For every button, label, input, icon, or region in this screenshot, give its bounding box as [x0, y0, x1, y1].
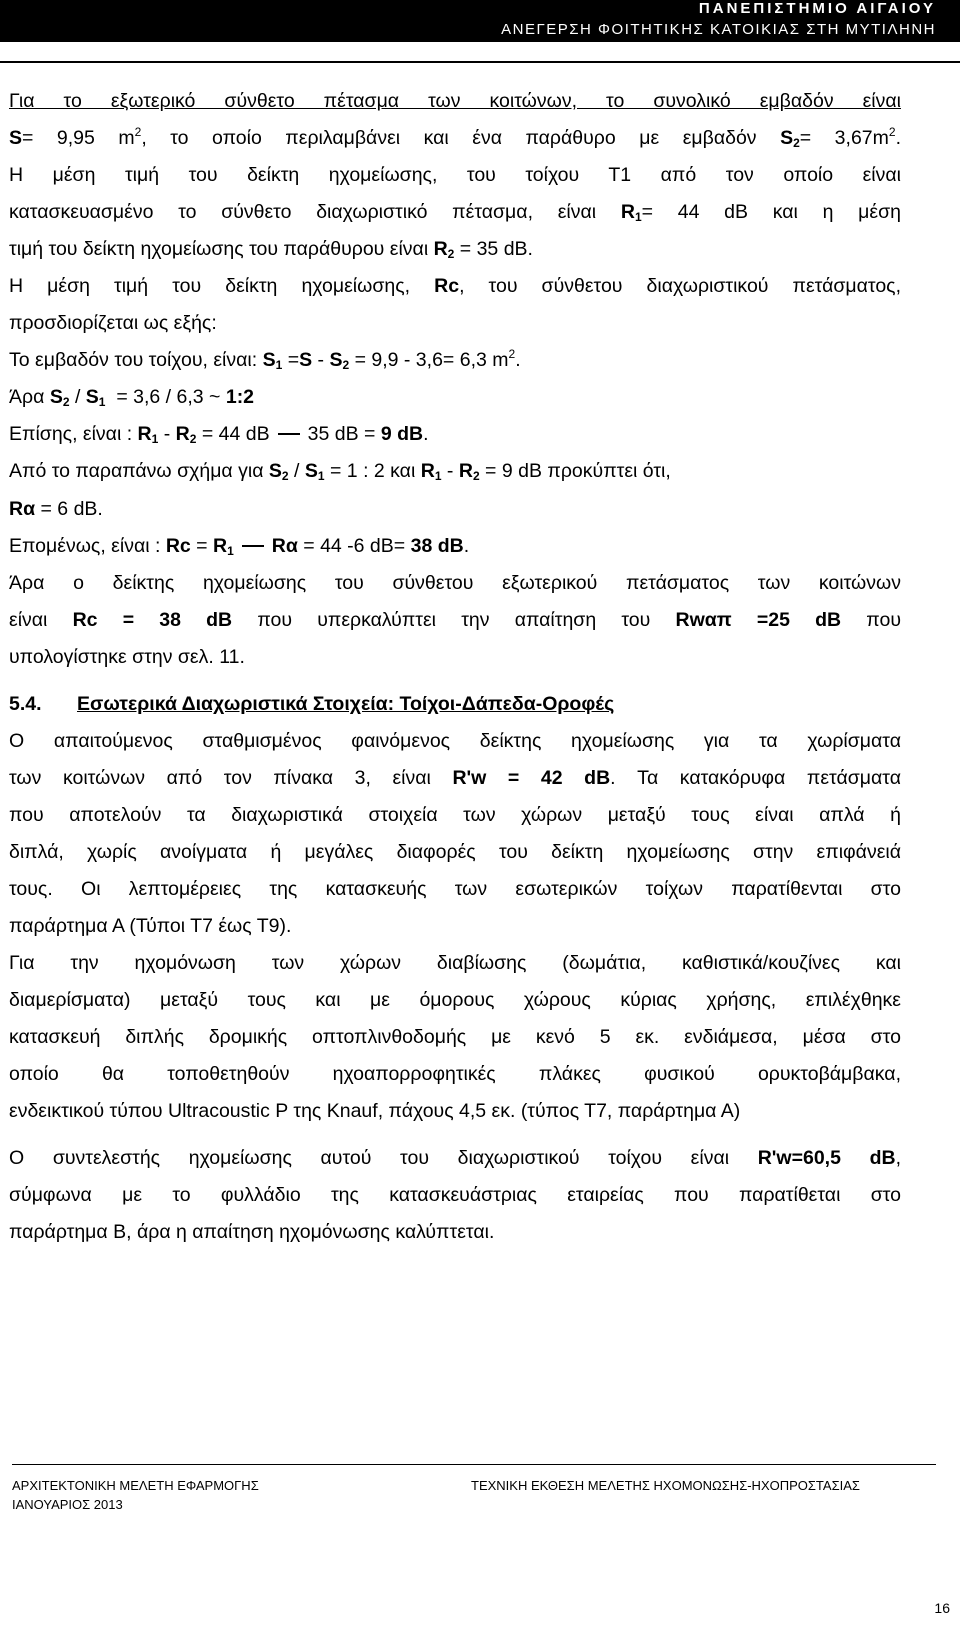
- p3-line-4: διπλά, χωρίς ανοίγματα ή μεγάλες διαφορές του δείκτη ηχομείωσης στην επιφάνειά: [9, 840, 901, 863]
- p5-line-2: σύμφωνα με το φυλλάδιο της κατασκευάστριας εταιρείας που παρατίθεται στο: [9, 1184, 901, 1207]
- header-subtitle: ΑΝΕΓΕΡΣΗ ΦΟΙΤΗΤΙΚΗΣ ΚΑΤΟΙΚΙΑΣ ΣΤΗ ΜΥΤΙΛΗΝΗ: [501, 21, 936, 38]
- header-rule: [0, 61, 960, 63]
- section-title: Εσωτερικά Διαχωριστικά Στοιχεία: Τοίχοι-Δάπεδα-Οροφές: [77, 692, 615, 715]
- p4-line-3: κατασκευή διπλής δρομικής οπτοπλινθοδομής με κενό 5 εκ. ενδιάμεσα, μέσα στο: [9, 1026, 901, 1049]
- p5-line-1: Ο συντελεστής ηχομείωσης αυτού του διαχωριστικού τοίχου είναι R'w=60,5 dB,: [9, 1147, 901, 1170]
- p2-line-8: Επομένως, είναι : $Rc = R_1$ Rα = 44 -6 dB= 38 dB.: [9, 534, 470, 558]
- header-bar: [0, 0, 960, 42]
- footer-date: ΙΑΝΟΥΑΡΙΟΣ 2013: [12, 1497, 123, 1512]
- p1-line-2: S= 9,95 $m^2$, το οποίο περιλαμβάνει και ένα παράθυρο με εμβαδόν $S_2= 3,67m^2$.: [9, 125, 901, 151]
- p2-line-10: είναι Rc = 38 dB που υπερκαλύπτει την απαίτηση του Rwαπ =25 dB που: [9, 608, 901, 631]
- p3-line-1: Ο απαιτούμενος σταθμισμένος φαινόμενος δείκτης ηχομείωσης για τα χωρίσματα: [9, 729, 901, 752]
- p4-line-1: Για την ηχομόνωση των χώρων διαβίωσης (δωμάτια, καθιστικά/κουζίνες και: [9, 952, 901, 975]
- p1-line-1: Για το εξωτερικό σύνθετο πέτασμα των κοιτώνων, το συνολικό εμβαδόν είναι: [9, 90, 901, 112]
- p1-line-3: Η μέση τιμή του δείκτη ηχομείωσης, του τοίχου Τ1 από τον οποίο είναι: [9, 164, 901, 187]
- p1-line-4: κατασκευασμένο το σύνθετο διαχωριστικό πέτασμα, είναι $R_1= 44$ dB και η μέση: [9, 201, 901, 225]
- p2-line-7: Rα = 6 dB.: [9, 497, 103, 520]
- p3-line-3: που αποτελούν τα διαχωριστικά στοιχεία των χώρων μεταξύ τους είναι απλά ή: [9, 803, 901, 826]
- section-number: 5.4.: [9, 692, 42, 715]
- p2-line-9: Άρα ο δείκτης ηχομείωσης του σύνθετου εξωτερικού πετάσματος των κοιτώνων: [9, 571, 901, 594]
- dash-mark: [278, 433, 300, 435]
- p5-line-3: παράρτημα Β, άρα η απαίτηση ηχομόνωσης καλύπτεται.: [9, 1221, 495, 1244]
- p2-line-11: υπολογίστηκε στην σελ. 11.: [9, 645, 245, 668]
- p3-line-2: των κοιτώνων από τον πίνακα 3, είναι R'w = 42 dB. Τα κατακόρυφα πετάσματα: [9, 766, 901, 789]
- p4-line-4: οποίο θα τοποθετηθούν ηχοαπορροφητικές πλάκες φυσικού ορυκτοβάμβακα,: [9, 1063, 901, 1086]
- page-footer: [0, 1464, 960, 1637]
- p4-line-5: ενδεικτικού τύπου Ultracoustic P της Knauf, πάχους 4,5 εκ. (τύπος Τ7, παράρτημα Α): [9, 1100, 741, 1123]
- section-heading: [9, 686, 901, 723]
- p2-line-1: Η μέση τιμή του δείκτη ηχομείωσης, Rc, του σύνθετου διαχωριστικού πετάσματος,: [9, 275, 901, 298]
- p2-line-5: Επίσης, είναι : $R_1 - R_2 = 44$ dB 35 dB = 9 dB.: [9, 423, 429, 447]
- document-body: [9, 83, 901, 1251]
- header-university: ΠΑΝΕΠΙΣΤΗΜΙΟ ΑΙΓΑΙΟΥ: [698, 0, 936, 17]
- p3-line-6: παράρτημα Α (Τύποι Τ7 έως Τ9).: [9, 915, 292, 938]
- footer-right-title: ΤΕΧΝΙΚΗ ΕΚΘΕΣΗ ΜΕΛΕΤΗΣ ΗΧΟΜΟΝΩΣΗΣ-ΗΧΟΠΡΟΣΤΑΣΙΑΣ: [471, 1478, 860, 1493]
- page-number: 16: [934, 1600, 950, 1616]
- footer-rule: [12, 1464, 936, 1465]
- p2-line-6: Από το παραπάνω σχήμα για $S_2 / S_1 = 1$ : 2 και $R_1 - R_2 = 9$ dB προκύπτει ότι,: [9, 460, 671, 484]
- page-header: [0, 0, 960, 66]
- p2-line-4: Άρα $S_2 / S_1 = 3,6 / 6,3$ ~ 1:2: [9, 386, 255, 410]
- p3-line-5: τους. Οι λεπτομέρειες της κατασκευής των εσωτερικών τοίχων παρατίθενται στο: [9, 877, 901, 900]
- footer-left-title: ΑΡΧΙΤΕΚΤΟΝΙΚΗ ΜΕΛΕΤΗ ΕΦΑΡΜΟΓΗΣ: [12, 1478, 259, 1493]
- p2-line-2: προσδιορίζεται ως εξής:: [9, 312, 217, 335]
- p1-line-5: τιμή του δείκτη ηχομείωσης του παράθυρου είναι $R_2 = 35$ dB.: [9, 238, 533, 262]
- p4-line-2: διαμερίσματα) μεταξύ τους και με όμορους χώρους κύριας χρήσης, επιλέχθηκε: [9, 989, 901, 1012]
- dash-mark: [242, 545, 264, 547]
- p2-line-3: Το εμβαδόν του τοίχου, είναι: $S_1 =S - S_2 = 9,9 - 3,6= 6,3$ $m^2$.: [9, 347, 521, 373]
